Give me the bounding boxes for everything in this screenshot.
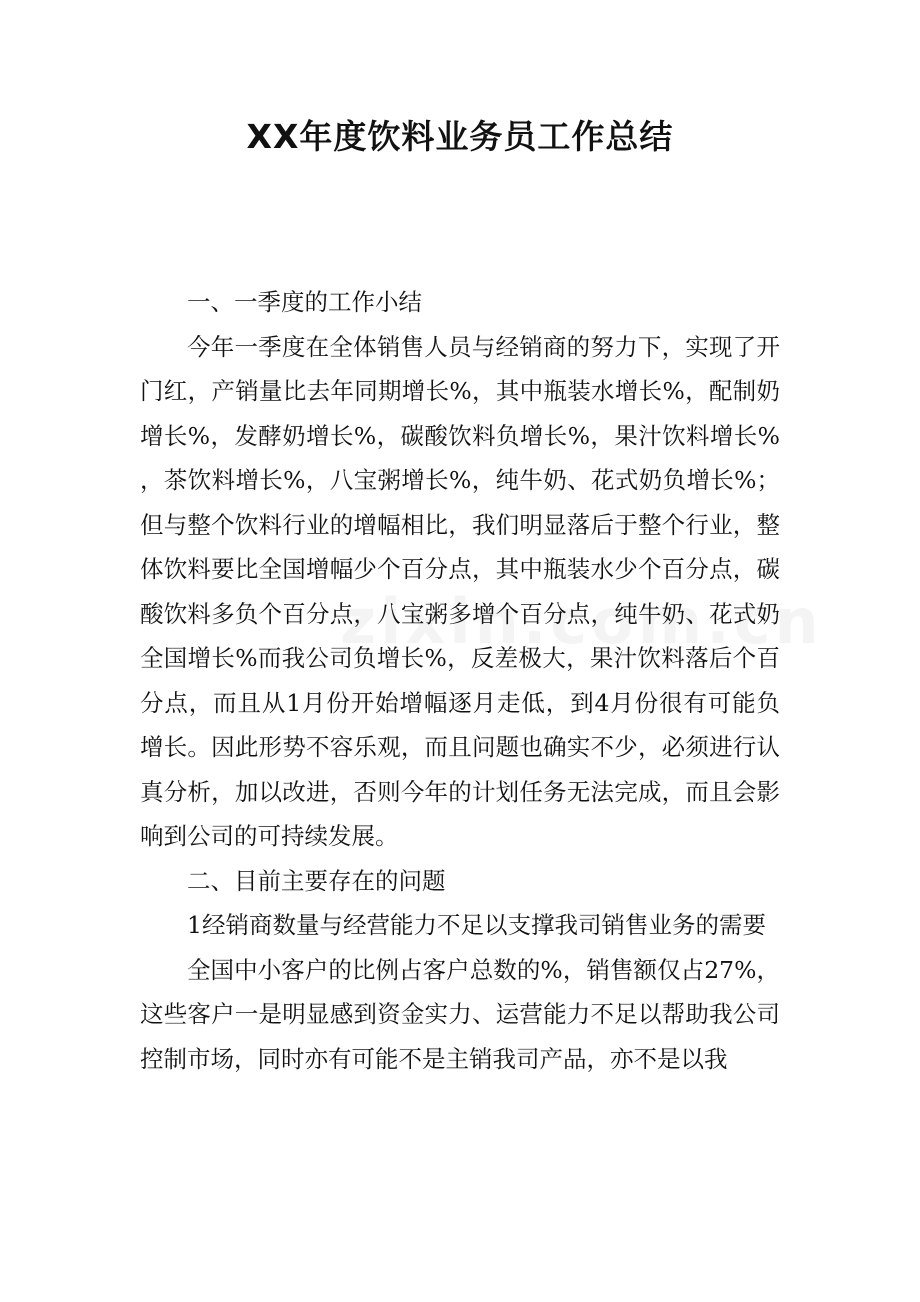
document-title: XX年度饮料业务员工作总结 bbox=[246, 117, 674, 156]
document-body bbox=[140, 280, 780, 1081]
subheading-dealers: 1经销商数量与经营能力不足以支撑我司销售业务的需要 bbox=[187, 911, 766, 939]
paragraph-small-clients: 全国中小客户的比例占客户总数的%，销售额仅占27%，这些客户一是明显感到资金实力、运营能力不足以帮助我公司控制市场，同时亦有可能不是主销我司产品，亦不是以我 bbox=[140, 955, 780, 1073]
section-heading-2: 二、目前主要存在的问题 bbox=[187, 866, 446, 895]
paragraph-q1-summary: 今年一季度在全体销售人员与经销商的努力下，实现了开门红，产销量比去年同期增长%，其中瓶装水增长%，配制奶增长%，发酵奶增长%，碳酸饮料负增长%，果汁饮料增长%，茶饮料增长%，八宝粥增长%，纯牛奶、花式奶负增长%；但与整个饮料行业的增幅相比，我们明显落后于整个行业，整体饮料要比全国增幅少个百分点，其中瓶装水少个百分点，碳酸饮料多负个百分点，八宝粥多增个百分点，纯牛奶、花式奶全国增长%而我公司负增长%，反差极大，果汁饮料落后个百分点，而且从1月份开始增幅逐月走低，到4月份很有可能负增长。因此形势不容乐观，而且问题也确实不少，必须进行认真分析，加以改进，否则今年的计划任务无法完成，而且会影响到公司的可持续发展。 bbox=[140, 332, 780, 850]
section-heading-1: 一、一季度的工作小结 bbox=[187, 288, 422, 316]
